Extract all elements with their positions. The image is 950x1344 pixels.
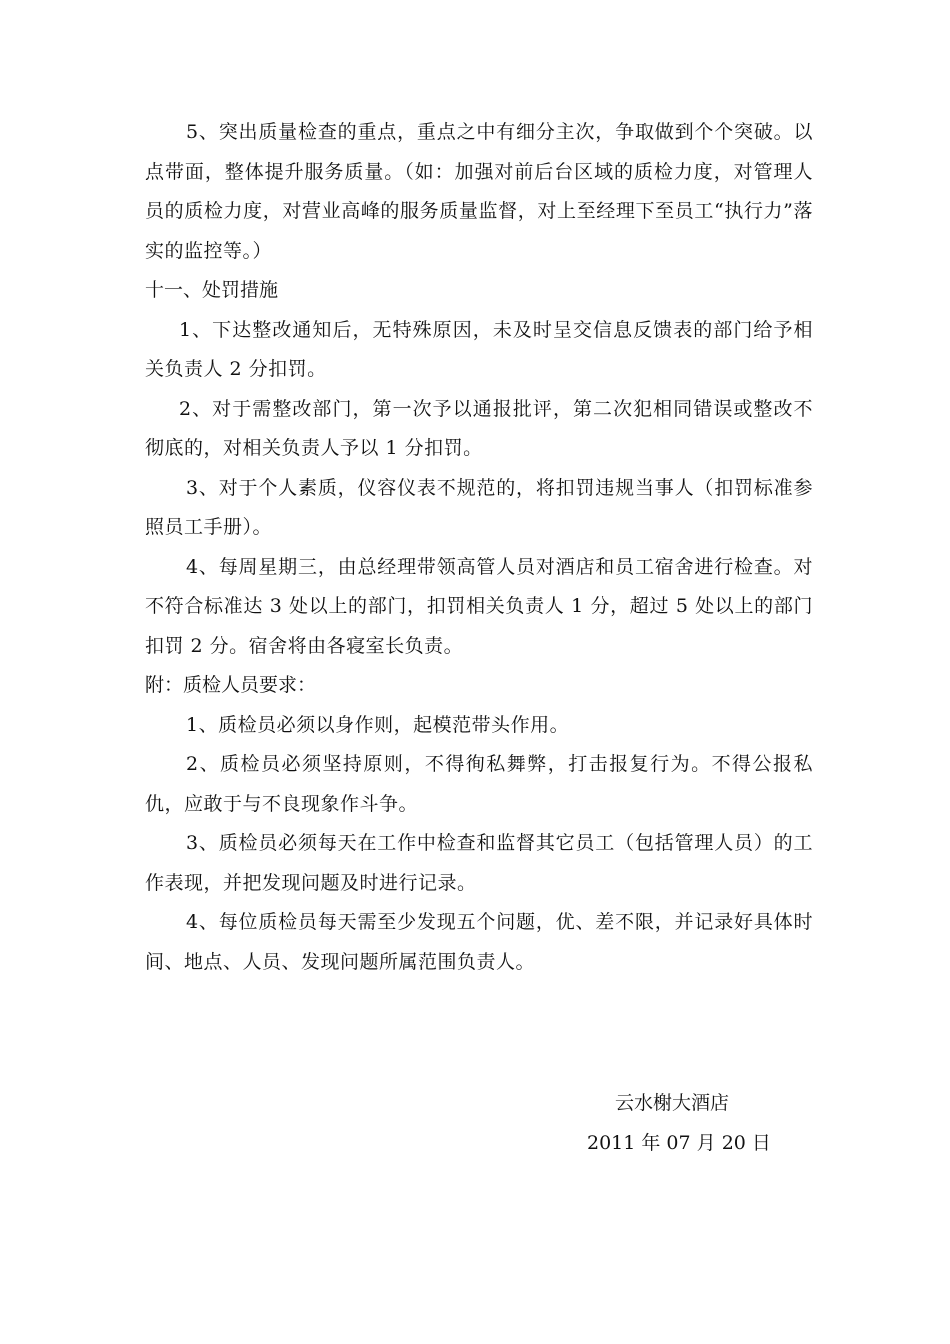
appendix-item-1: 1、质检员必须以身作则，起模范带头作用。 (186, 713, 570, 736)
appendix-item-3: 3、质检员必须每天在工作中检查和监督其它员工（包括管理人员）的工作表现，并把发现问题及时进行记录。 (145, 832, 813, 894)
appendix-item-2: 2、质检员必须坚持原则，不得徇私舞弊，打击报复行为。不得公报私仇，应敢于与不良现象作斗争。 (145, 753, 813, 815)
document-body (145, 113, 813, 982)
section-heading-penalties: 十一、处罚措施 (145, 279, 279, 301)
penalty-item-1: 1、下达整改通知后，无特殊原因，未及时呈交信息反馈表的部门给予相关负责人 2 分扣罚。 (145, 318, 813, 380)
signature-date: 2011 年 07 月 20 日 (587, 1132, 771, 1154)
appendix-item-4: 4、每位质检员每天需至少发现五个问题，优、差不限，并记录好具体时间、地点、人员、发现问题所属范围负责人。 (145, 911, 813, 973)
penalty-item-2: 2、对于需整改部门，第一次予以通报批评，第二次犯相同错误或整改不彻底的，对相关负责人予以 1 分扣罚。 (145, 397, 813, 459)
signature-organization: 云水榭大酒店 (615, 1092, 730, 1114)
penalty-item-3: 3、对于个人素质，仪容仪表不规范的，将扣罚违规当事人（扣罚标准参照员工手册）。 (145, 476, 813, 538)
paragraph-item-5: 5、突出质量检查的重点，重点之中有细分主次，争取做到个个突破。以点带面，整体提升服务质量。（如：加强对前后台区域的质检力度，对管理人员的质检力度，对营业高峰的服务质量监督，对上至经理下至员工“执行力”落实的监控等。） (145, 121, 813, 262)
appendix-heading: 附：质检人员要求： (145, 674, 317, 696)
penalty-item-4: 4、每周星期三，由总经理带领高管人员对酒店和员工宿舍进行检查。对不符合标准达 3 处以上的部门，扣罚相关负责人 1 分，超过 5 处以上的部门扣罚 2 分。宿舍将由各寝室长负责。 (145, 555, 813, 657)
